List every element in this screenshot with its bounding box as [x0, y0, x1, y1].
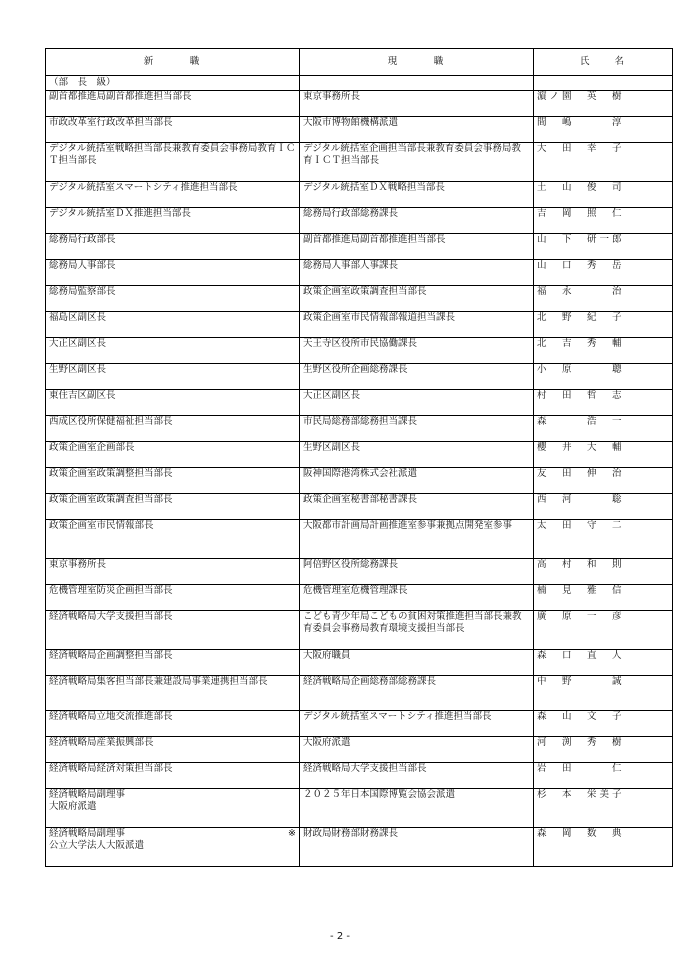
new-position-cell	[46, 364, 300, 390]
person-name-cell: 友 田 伸 治	[534, 468, 673, 494]
person-name-cell: 森 山 文 子	[534, 711, 673, 737]
person-name-cell: 北 野 紀 子	[534, 312, 673, 338]
new-position-cell	[46, 416, 300, 442]
table-row	[46, 182, 673, 208]
new-position-text: 総務局人事部長	[49, 260, 116, 271]
current-position-cell: 経済戦略局大学支援担当部長	[300, 763, 534, 789]
person-name-cell: 杉 本 栄美子	[534, 789, 673, 828]
table-row	[46, 143, 673, 182]
new-position-cell	[46, 650, 300, 676]
current-position-cell: 政策企画室市民情報部報道担当課長	[300, 312, 534, 338]
table-row	[46, 468, 673, 494]
new-position-cell	[46, 789, 300, 828]
new-position-text: 経済戦略局集客担当部長兼建設局事業連携担当部長	[49, 676, 268, 687]
table-row	[46, 312, 673, 338]
new-position-cell	[46, 763, 300, 789]
new-position-cell	[46, 208, 300, 234]
new-position-text: 生野区副区長	[49, 364, 107, 375]
new-position-text: 副首都推進局副首都推進担当部長	[49, 91, 192, 102]
new-position-text: 東京事務所長	[49, 559, 107, 570]
header-current-position: 現 職	[300, 49, 534, 76]
new-position-cell	[46, 143, 300, 182]
current-position-cell: 政策企画室秘書部秘書課長	[300, 494, 534, 520]
person-name-cell: 森 岡 数 典	[534, 828, 673, 867]
table-row	[46, 828, 673, 867]
person-name-cell: 櫻 井 大 輔	[534, 442, 673, 468]
new-position-cell	[46, 520, 300, 559]
table-row	[46, 789, 673, 828]
new-position-cell	[46, 611, 300, 650]
table-row	[46, 208, 673, 234]
new-position-text: 経済戦略局産業振興部長	[49, 737, 154, 748]
current-position-cell: 生野区役所企画総務課長	[300, 364, 534, 390]
new-position-cell	[46, 182, 300, 208]
table-row	[46, 611, 673, 650]
table-row	[46, 234, 673, 260]
table-row	[46, 650, 673, 676]
table-row	[46, 390, 673, 416]
table-row	[46, 416, 673, 442]
person-name-cell: 河 渕 秀 樹	[534, 737, 673, 763]
person-name-cell: 福 永 治	[534, 286, 673, 312]
new-position-cell	[46, 559, 300, 585]
table-row	[46, 338, 673, 364]
person-name-cell: 太 田 守 二	[534, 520, 673, 559]
person-name-cell: 山 下 研一郎	[534, 234, 673, 260]
new-position-cell	[46, 390, 300, 416]
current-position-cell: 総務局人事部人事課長	[300, 260, 534, 286]
new-position-text: 政策企画室市民情報部長	[49, 520, 154, 531]
person-name-cell: 西 河 聡	[534, 494, 673, 520]
table-row	[46, 585, 673, 611]
new-position-cell	[46, 338, 300, 364]
person-name-cell: 森 口 直 人	[534, 650, 673, 676]
person-name-cell: 大 田 幸 子	[534, 143, 673, 182]
person-name-cell: 村 田 哲 志	[534, 390, 673, 416]
person-name-cell: 廣 原 一 彦	[534, 611, 673, 650]
section-row	[46, 76, 673, 91]
table-row	[46, 364, 673, 390]
new-position-cell	[46, 260, 300, 286]
new-position-cell	[46, 494, 300, 520]
person-name-cell: 小 原 聰	[534, 364, 673, 390]
person-name-cell: 土 山 俊 司	[534, 182, 673, 208]
current-position-cell: 大阪都市計画局計画推進室参事兼拠点開発室参事	[300, 520, 534, 559]
current-position-cell: 阿倍野区役所総務課長	[300, 559, 534, 585]
header-row	[46, 49, 673, 76]
new-position-cell	[46, 286, 300, 312]
new-position-text: 経済戦略局企画調整担当部長	[49, 650, 173, 661]
new-position-text: 政策企画室政策調整担当部長	[49, 468, 173, 479]
person-name-cell: 濵ノ園 英 樹	[534, 91, 673, 117]
current-position-cell: 財政局財務部財務課長	[300, 828, 534, 867]
new-position-text: 経済戦略局副理事 大阪府派遣	[49, 789, 126, 812]
current-position-cell: 総務局行政部総務課長	[300, 208, 534, 234]
table-row	[46, 286, 673, 312]
new-position-cell	[46, 711, 300, 737]
person-name-cell: 吉 岡 照 仁	[534, 208, 673, 234]
new-position-cell	[46, 312, 300, 338]
new-position-text: 市政改革室行政改革担当部長	[49, 117, 173, 128]
table-row	[46, 117, 673, 143]
current-position-cell: 阪神国際港湾株式会社派遣	[300, 468, 534, 494]
new-position-text: 総務局行政部長	[49, 234, 116, 245]
current-position-cell: デジタル統括室ＤＸ戦略担当部長	[300, 182, 534, 208]
page-number: - 2 -	[330, 931, 350, 942]
table-row	[46, 763, 673, 789]
new-position-cell	[46, 676, 300, 711]
new-position-text: 政策企画室政策調査担当部長	[49, 494, 173, 505]
current-position-cell: 副首都推進局副首都推進担当部長	[300, 234, 534, 260]
current-position-cell: 東京事務所長	[300, 91, 534, 117]
new-position-text: 経済戦略局経済対策担当部長	[49, 763, 173, 774]
new-position-cell	[46, 91, 300, 117]
header-name: 氏 名	[534, 49, 673, 76]
new-position-cell	[46, 234, 300, 260]
person-name-cell: 岩 田 仁	[534, 763, 673, 789]
new-position-text: 福島区副区長	[49, 312, 107, 323]
person-name-cell: 楠 見 雅 信	[534, 585, 673, 611]
current-position-cell: ２０２５年日本国際博覧会協会派遣	[300, 789, 534, 828]
current-position-cell: デジタル統括室企画担当部長兼教育委員会事務局教育ＩＣＴ担当部長	[300, 143, 534, 182]
current-position-cell: 大阪府職員	[300, 650, 534, 676]
table-row	[46, 442, 673, 468]
person-name-cell: 中 野 誠	[534, 676, 673, 711]
new-position-text: 政策企画室企画部長	[49, 442, 135, 453]
current-position-cell: 市民局総務部総務担当課長	[300, 416, 534, 442]
table-row	[46, 711, 673, 737]
current-position-cell: デジタル統括室スマートシティ推進担当部長	[300, 711, 534, 737]
current-position-cell: 大阪市博物館機構派遣	[300, 117, 534, 143]
person-name-cell: 山 口 秀 岳	[534, 260, 673, 286]
new-position-text: 危機管理室防災企画担当部長	[49, 585, 173, 596]
table-row	[46, 559, 673, 585]
new-position-text: 経済戦略局大学支援担当部長	[49, 611, 173, 622]
new-position-cell	[46, 117, 300, 143]
table-row	[46, 91, 673, 117]
current-position-cell: 政策企画室政策調査担当部長	[300, 286, 534, 312]
new-position-cell	[46, 737, 300, 763]
new-position-cell	[46, 585, 300, 611]
current-position-cell: 生野区副区長	[300, 442, 534, 468]
new-position-text: 西成区役所保健福祉担当部長	[49, 416, 173, 427]
new-position-text: 経済戦略局立地交流推進部長	[49, 711, 173, 722]
current-position-cell: 大阪府派遣	[300, 737, 534, 763]
new-position-text: 東住吉区副区長	[49, 390, 116, 401]
new-position-cell	[46, 468, 300, 494]
table-row	[46, 520, 673, 559]
new-position-text: デジタル統括室ＤＸ推進担当部長	[49, 208, 191, 219]
new-position-text: デジタル統括室スマートシティ推進担当部長	[49, 182, 238, 193]
current-position-cell: 危機管理室危機管理課長	[300, 585, 534, 611]
header-new-position: 新 職	[46, 49, 300, 76]
table-row	[46, 494, 673, 520]
current-position-cell: こども青少年局こどもの貧困対策推進担当部長兼教育委員会事務局教育環境支援担当部長	[300, 611, 534, 650]
new-position-text: 大正区副区長	[49, 338, 107, 349]
new-position-cell	[46, 442, 300, 468]
person-name-cell: 間 嶋 淳	[534, 117, 673, 143]
person-name-cell: 森 浩 一	[534, 416, 673, 442]
note-mark: ※	[288, 828, 296, 839]
new-position-text: デジタル統括室戦略担当部長兼教育委員会事務局教育ＩＣＴ担当部長	[49, 143, 296, 166]
table-row	[46, 260, 673, 286]
current-position-cell: 天王寺区役所市民協働課長	[300, 338, 534, 364]
new-position-cell	[46, 828, 300, 867]
new-position-text: 経済戦略局副理事 公立大学法人大阪派遣	[49, 828, 145, 851]
person-name-cell: 北 吉 秀 輔	[534, 338, 673, 364]
personnel-table	[45, 48, 673, 867]
table-row	[46, 737, 673, 763]
new-position-text: 総務局監察部長	[49, 286, 116, 297]
table-row	[46, 676, 673, 711]
current-position-cell: 経済戦略局企画総務部総務課長	[300, 676, 534, 711]
current-position-cell: 大正区副区長	[300, 390, 534, 416]
person-name-cell: 高 村 和 則	[534, 559, 673, 585]
section-label: （部 長 級）	[46, 76, 300, 91]
